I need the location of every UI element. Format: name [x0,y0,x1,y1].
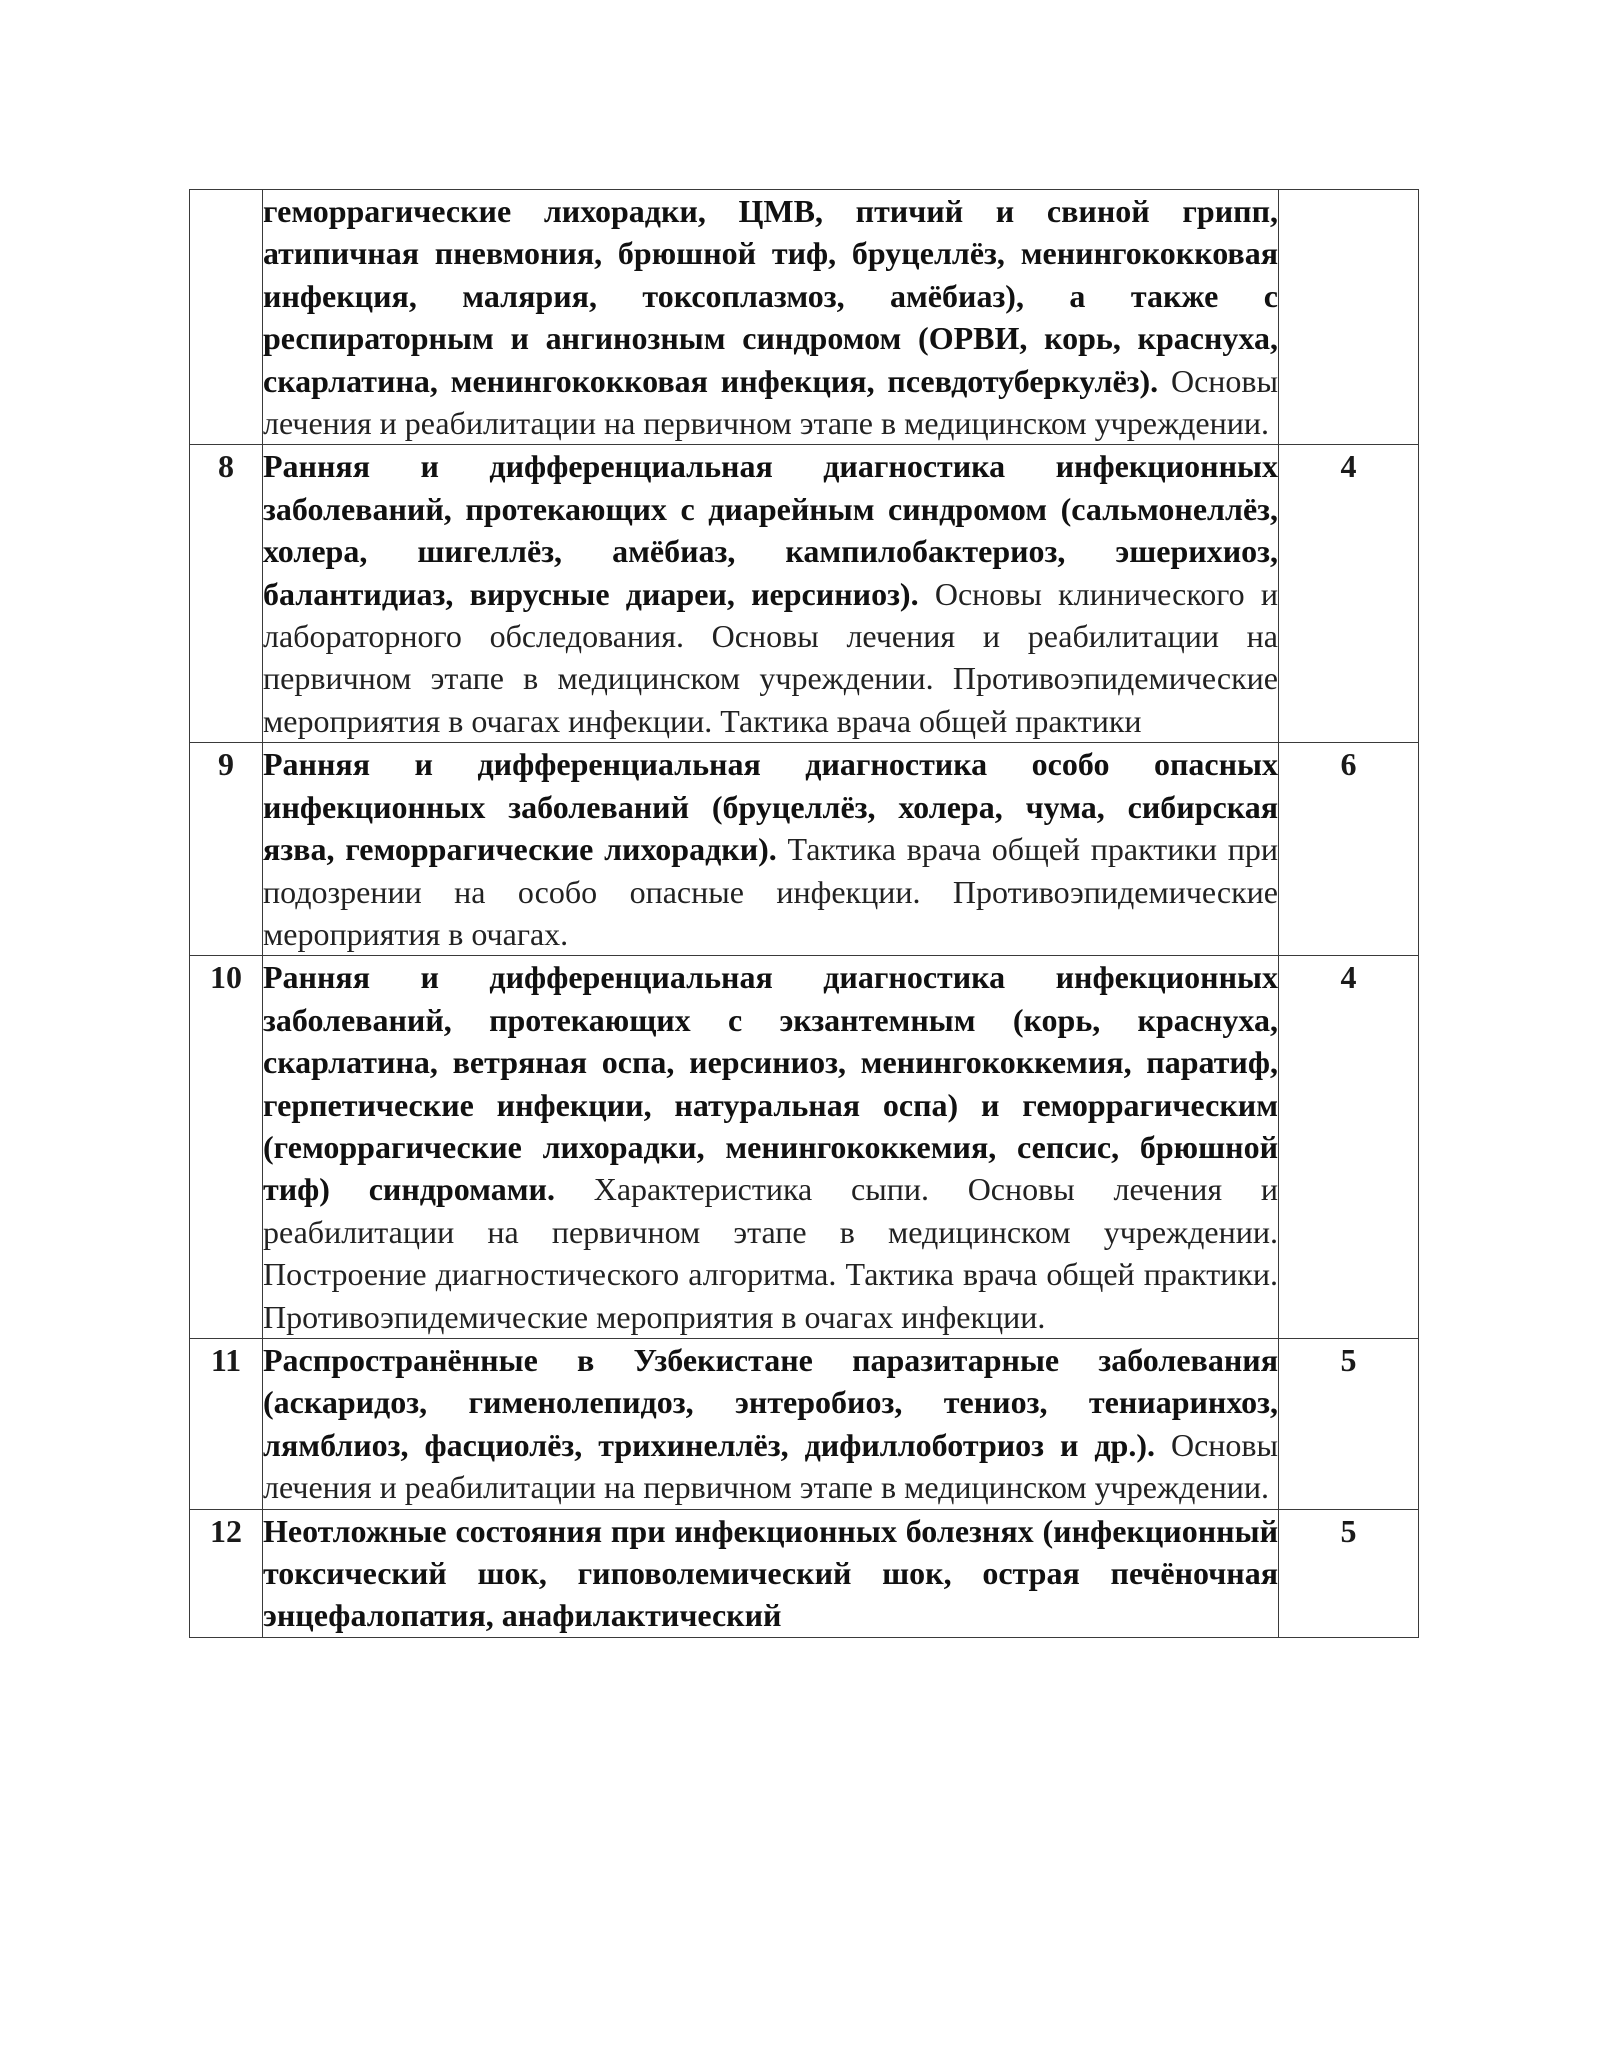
table-row [190,1338,1419,1509]
topic-title: Ранняя и дифференциальная диагностика инфекционных заболеваний, протекающих с экзантемным (корь, краснуха, скарлатина, ветряная оспа, иерсиниоз, менингококкемия, паратиф, герпетические инфекции, натуральная оспа) и геморрагическим (геморрагические лихорадки, менингококкемия, сепсис, брюшной тиф) синдромами. [263,959,1278,1208]
row-number: 12 [190,1509,263,1637]
topic-cell [263,445,1279,743]
topic-title: Неотложные состояния при инфекционных болезнях (инфекционный токсический шок, гиповолемический шок, острая печёночная энцефалопатия, анафилактический [263,1512,1278,1634]
hours-cell: 5 [1279,1509,1419,1637]
table-row [190,956,1419,1339]
hours-cell: 4 [1279,956,1419,1339]
table-row [190,190,1419,445]
hours-cell: 4 [1279,445,1419,743]
topic-description: Основы клинического и лабораторного обследования. Основы лечения и реабилитации на первичном этапе в медицинском учреждении. Противоэпидемические мероприятия в очагах инфекции. Тактика врача общей практики [263,575,1279,739]
table-row [190,743,1419,956]
topic-cell [263,190,1279,445]
row-number [190,190,263,445]
row-number: 9 [190,743,263,956]
topic-title: Ранняя и дифференциальная диагностика инфекционных заболеваний, протекающих с диарейным синдромом (сальмонеллёз, холера, шигеллёз, амёбиаз, кампилобактериоз, эшерихиоз, балантидиаз, вирусные диареи, иерсиниоз). [263,448,1278,612]
topic-cell [263,956,1279,1339]
topic-cell [263,1509,1279,1637]
topic-description: Характеристика сыпи. Основы лечения и реабилитации на первичном этапе в медицинском учреждении. Построение диагностического алгоритма. Тактика врача общей практики. Противоэпидемические мероприятия в очагах инфекции. [263,1171,1279,1335]
hours-cell [1279,190,1419,445]
topic-cell [263,743,1279,956]
topic-title: Распространённые в Узбекистане паразитарные заболевания (аскаридоз, гименолепидоз, энтеробиоз, тениоз, тениаринхоз, лямблиоз, фасциолёз, трихинеллёз, дифиллоботриоз и др.). [263,1341,1278,1463]
topic-description: Тактика врача общей практики при подозрении на особо опасные инфекции. Противоэпидемические мероприятия в очагах. [263,831,1279,952]
topic-cell [263,1338,1279,1509]
row-number: 8 [190,445,263,743]
row-number: 11 [190,1338,263,1509]
curriculum-table [189,189,1419,1638]
topic-description: Основы лечения и реабилитации на первичном этапе в медицинском учреждении. [263,362,1278,442]
topic-description: Основы лечения и реабилитации на первичном этапе в медицинском учреждении. [263,1426,1279,1506]
hours-cell: 5 [1279,1338,1419,1509]
table-row [190,445,1419,743]
row-number: 10 [190,956,263,1339]
topic-title: геморрагические лихорадки, ЦМВ, птичий и свиной грипп, атипичная пневмония, брюшной тиф, бруцеллёз, менингококковая инфекция, малярия, токсоплазмоз, амёбиаз), а также с респираторным и ангинозным синдромом (ОРВИ, корь, краснуха, скарлатина, менингококковая инфекция, псевдотуберкулёз). [263,193,1278,399]
table-row [190,1509,1419,1637]
hours-cell: 6 [1279,743,1419,956]
topic-title: Ранняя и дифференциальная диагностика особо опасных инфекционных заболеваний (бруцеллёз, холера, чума, сибирская язва, геморрагические лихорадки). [263,746,1278,868]
